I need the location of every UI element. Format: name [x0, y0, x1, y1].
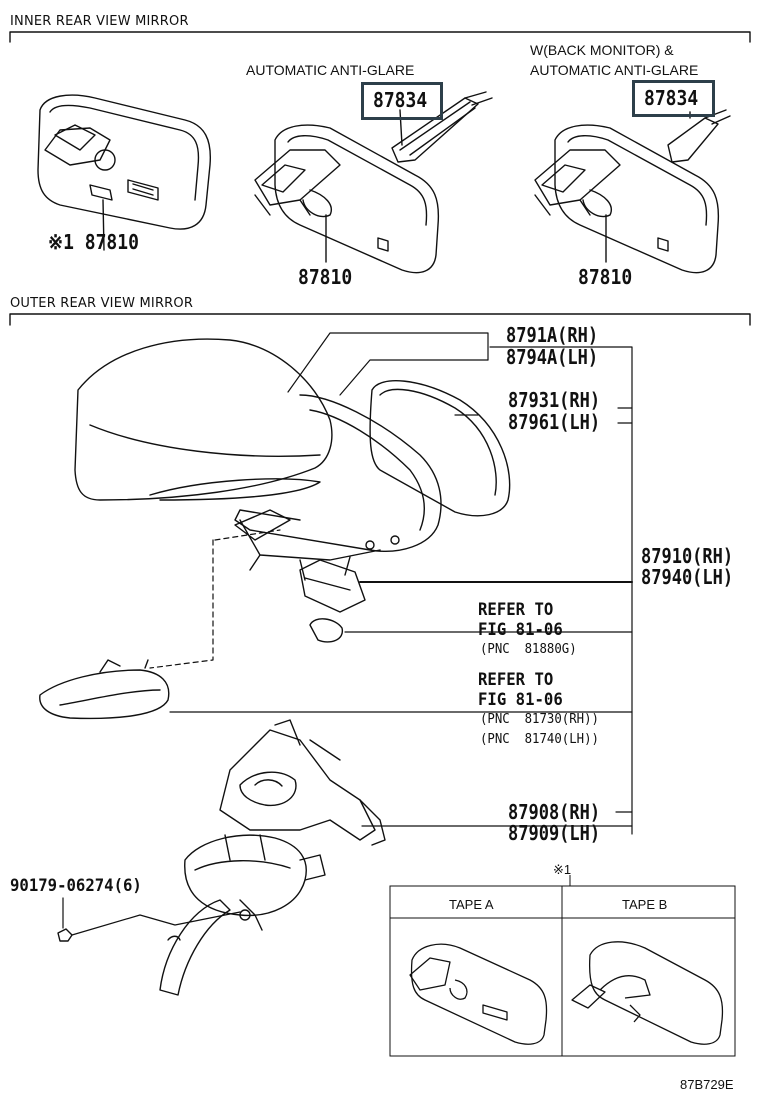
refer-to-1-line1: REFER TO	[478, 600, 554, 620]
section-title-outer: OUTER REAR VIEW MIRROR	[10, 296, 194, 311]
refer-to-2-pnc-rh: (PNC 81730(RH))	[480, 712, 599, 727]
caption-back-monitor-line2: AUTOMATIC ANTI-GLARE	[530, 62, 699, 78]
part-number-87810-b[interactable]: 87810	[578, 265, 633, 289]
part-box-87834-b[interactable]	[632, 80, 715, 117]
part-number-87931-rh[interactable]: 87931(RH)	[508, 388, 601, 412]
part-number-87910-rh[interactable]: 87910(RH)	[641, 544, 734, 568]
wire-connector-87834-b	[668, 118, 718, 162]
tape-table	[390, 875, 735, 1056]
side-turn-lamp	[40, 660, 169, 718]
inner-mirror-back-monitor	[535, 110, 730, 273]
part-number-87834-b: 87834	[644, 86, 699, 110]
part-number-bolt-90179[interactable]: 90179-06274(6)	[10, 876, 142, 896]
refer-to-2-figure-link[interactable]: FIG 81-06	[478, 690, 563, 710]
tape-b-mirror	[572, 942, 722, 1044]
part-number-87810-a[interactable]: 87810	[298, 265, 353, 289]
tape-a-mirror	[410, 944, 547, 1044]
part-number-87961-lh[interactable]: 87961(LH)	[508, 410, 601, 434]
refer-to-1-pnc: (PNC 81880G)	[480, 642, 577, 657]
part-number-87810-note[interactable]: ※1 87810	[48, 230, 139, 254]
refer-to-1-figure-link[interactable]: FIG 81-06	[478, 620, 563, 640]
refer-to-2-pnc-lh: (PNC 81740(LH))	[480, 732, 599, 747]
tape-b-header: TAPE B	[622, 897, 668, 912]
outer-mirror-cover	[75, 339, 332, 500]
tape-a-header: TAPE A	[449, 897, 494, 912]
tape-note-mark: ※1	[553, 862, 572, 877]
part-number-87908-rh[interactable]: 87908(RH)	[508, 800, 601, 824]
part-number-87909-lh[interactable]: 87909(LH)	[508, 821, 601, 845]
outer-mirror-base-assembly	[160, 720, 385, 995]
caption-back-monitor-line1: W(BACK MONITOR) &	[530, 42, 674, 58]
refer-to-2-line1: REFER TO	[478, 670, 554, 690]
section-title-inner: INNER REAR VIEW MIRROR	[10, 14, 189, 29]
part-number-87834-a: 87834	[373, 88, 428, 112]
figure-code: 87B729E	[680, 1077, 734, 1092]
part-box-87834-a[interactable]	[361, 82, 443, 120]
inner-mirror-basic	[38, 95, 210, 254]
inner-section-bracket	[10, 32, 750, 42]
bolt-90179	[58, 929, 72, 941]
part-number-8791A-rh[interactable]: 8791A(RH)	[506, 323, 599, 347]
part-number-87940-lh[interactable]: 87940(LH)	[641, 565, 734, 589]
outer-mirror-lamp	[300, 560, 365, 642]
outer-section-bracket	[10, 314, 750, 325]
part-number-8794A-lh[interactable]: 8794A(LH)	[506, 345, 599, 369]
caption-automatic-anti-glare: AUTOMATIC ANTI-GLARE	[246, 62, 415, 78]
